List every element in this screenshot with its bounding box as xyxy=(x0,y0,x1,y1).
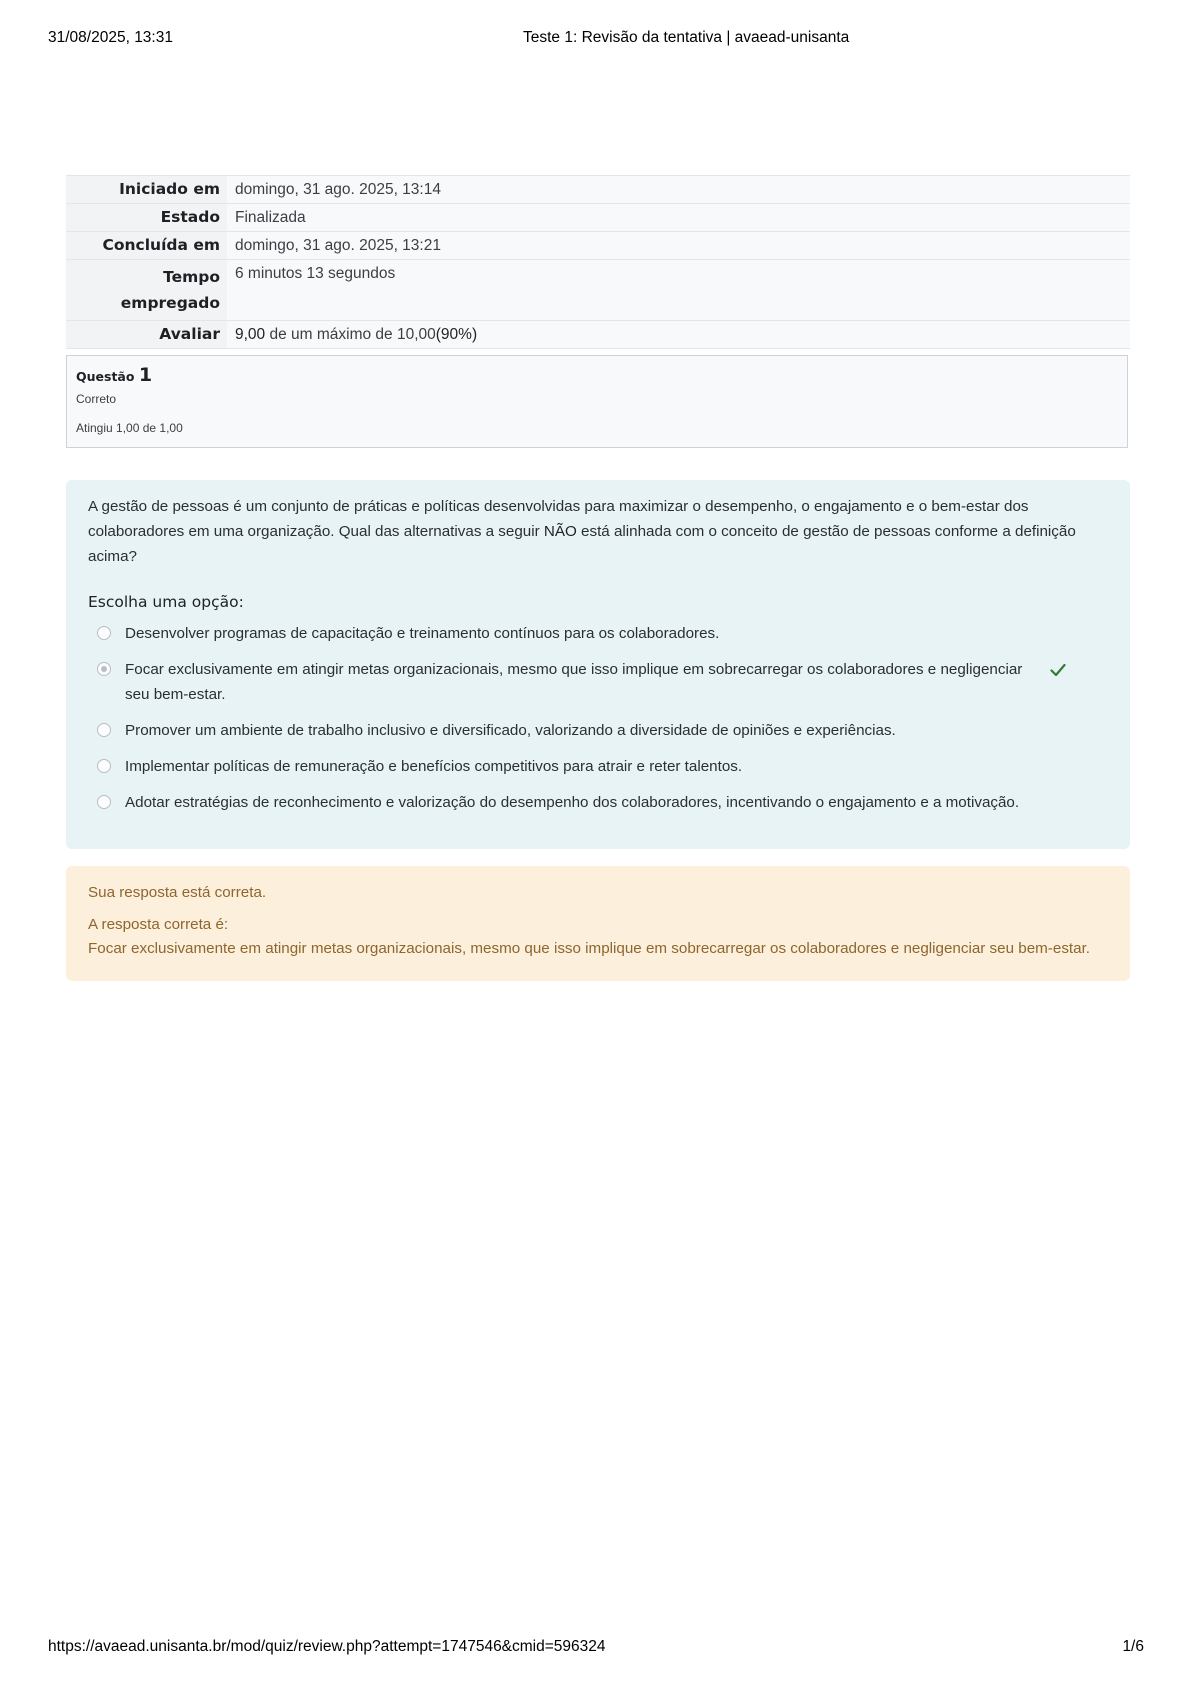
feedback-result: Sua resposta está correta. xyxy=(88,884,267,901)
summary-row-completed xyxy=(66,232,1130,260)
answer-label: Desenvolver programas de capacitação e treinamento contínuos para os colaboradores. xyxy=(125,625,720,642)
print-footer xyxy=(48,1638,1144,1660)
question-text-part: A gestão de pessoas é um conjunto de práticas e políticas desenvolvidas para maximizar o desempenho, o engajamento e o bem-estar dos colaboradores em uma organização. Qual das alternativas a seguir xyxy=(88,498,1029,540)
summary-row-grade xyxy=(66,321,1130,349)
radio-button-checked[interactable] xyxy=(97,662,111,676)
summary-value: domingo, 31 ago. 2025, 13:21 xyxy=(227,232,1130,260)
check-icon xyxy=(1050,663,1066,677)
grade-max: de um máximo de 10,00 xyxy=(265,326,436,343)
summary-row-state xyxy=(66,204,1130,232)
summary-grade-value xyxy=(227,321,1130,349)
answer-label: Promover um ambiente de trabalho inclusivo e diversificado, valorizando a diversidade de opiniões e experiências. xyxy=(125,722,896,739)
answer-option[interactable] xyxy=(88,621,1085,646)
summary-row-time-taken xyxy=(66,260,1130,321)
summary-row-started xyxy=(66,176,1130,204)
radio-button[interactable] xyxy=(97,723,111,737)
grade-percent: (90%) xyxy=(435,326,478,343)
print-page-number: 1/6 xyxy=(1122,1638,1144,1655)
question-number-value: 1 xyxy=(138,364,153,386)
feedback-correct-answer: Focar exclusivamente em atingir metas organizacionais, mesmo que isso implique em sobrecarregar os colaboradores e negligenciar seu bem-estar. xyxy=(88,940,1091,957)
question-text xyxy=(88,494,1108,569)
summary-value: 6 minutos 13 segundos xyxy=(227,260,1130,321)
summary-value: domingo, 31 ago. 2025, 13:14 xyxy=(227,176,1130,204)
summary-label: Avaliar xyxy=(66,321,227,349)
radio-button[interactable] xyxy=(97,626,111,640)
question-state: Correto xyxy=(76,392,117,406)
feedback-correct-label: A resposta correta é: xyxy=(88,916,229,933)
choose-option-prompt: Escolha uma opção: xyxy=(88,593,244,611)
print-url: https://avaead.unisanta.br/mod/quiz/review.php?attempt=1747546&cmid=596324 xyxy=(48,1638,606,1655)
grade-score: 9,00 xyxy=(235,326,266,343)
print-datetime: 31/08/2025, 13:31 xyxy=(48,29,173,46)
answer-list xyxy=(88,621,1108,815)
print-header xyxy=(48,29,1144,51)
question-info-box xyxy=(66,355,1128,448)
answer-label: Focar exclusivamente em atingir metas organizacionais, mesmo que isso implique em sobrecarregar os colaboradores e negligenciar seu bem-estar. xyxy=(125,661,1023,703)
question-grade: Atingiu 1,00 de 1,00 xyxy=(76,421,183,435)
question-label: Questão xyxy=(76,369,135,384)
summary-label: Estado xyxy=(66,204,227,232)
answer-option[interactable] xyxy=(88,790,1105,815)
question-formulation xyxy=(66,480,1130,849)
radio-button[interactable] xyxy=(97,795,111,809)
print-page-title: Teste 1: Revisão da tentativa | avaead-unisanta xyxy=(523,29,850,46)
answer-option[interactable] xyxy=(88,754,1085,779)
radio-button[interactable] xyxy=(97,759,111,773)
question-number xyxy=(76,364,1118,386)
answer-label: Implementar políticas de remuneração e benefícios competitivos para atrair e reter talentos. xyxy=(125,758,743,775)
summary-value: Finalizada xyxy=(227,204,1130,232)
answer-label: Adotar estratégias de reconhecimento e valorização do desempenho dos colaboradores, incentivando o engajamento e a motivação. xyxy=(125,794,1020,811)
answer-option[interactable] xyxy=(88,718,1085,743)
attempt-summary-table xyxy=(66,175,1130,349)
summary-label: Tempo empregado xyxy=(66,260,227,321)
answer-option-selected[interactable] xyxy=(88,657,1035,707)
summary-label: Concluída em xyxy=(66,232,227,260)
question-text-part: está alinhada com o conceito de gestão de pessoas conforme a definição acima? xyxy=(88,523,1076,565)
answer-feedback xyxy=(66,866,1130,981)
summary-label: Iniciado em xyxy=(66,176,227,204)
question-text-emphasis: NÃO xyxy=(543,523,577,540)
